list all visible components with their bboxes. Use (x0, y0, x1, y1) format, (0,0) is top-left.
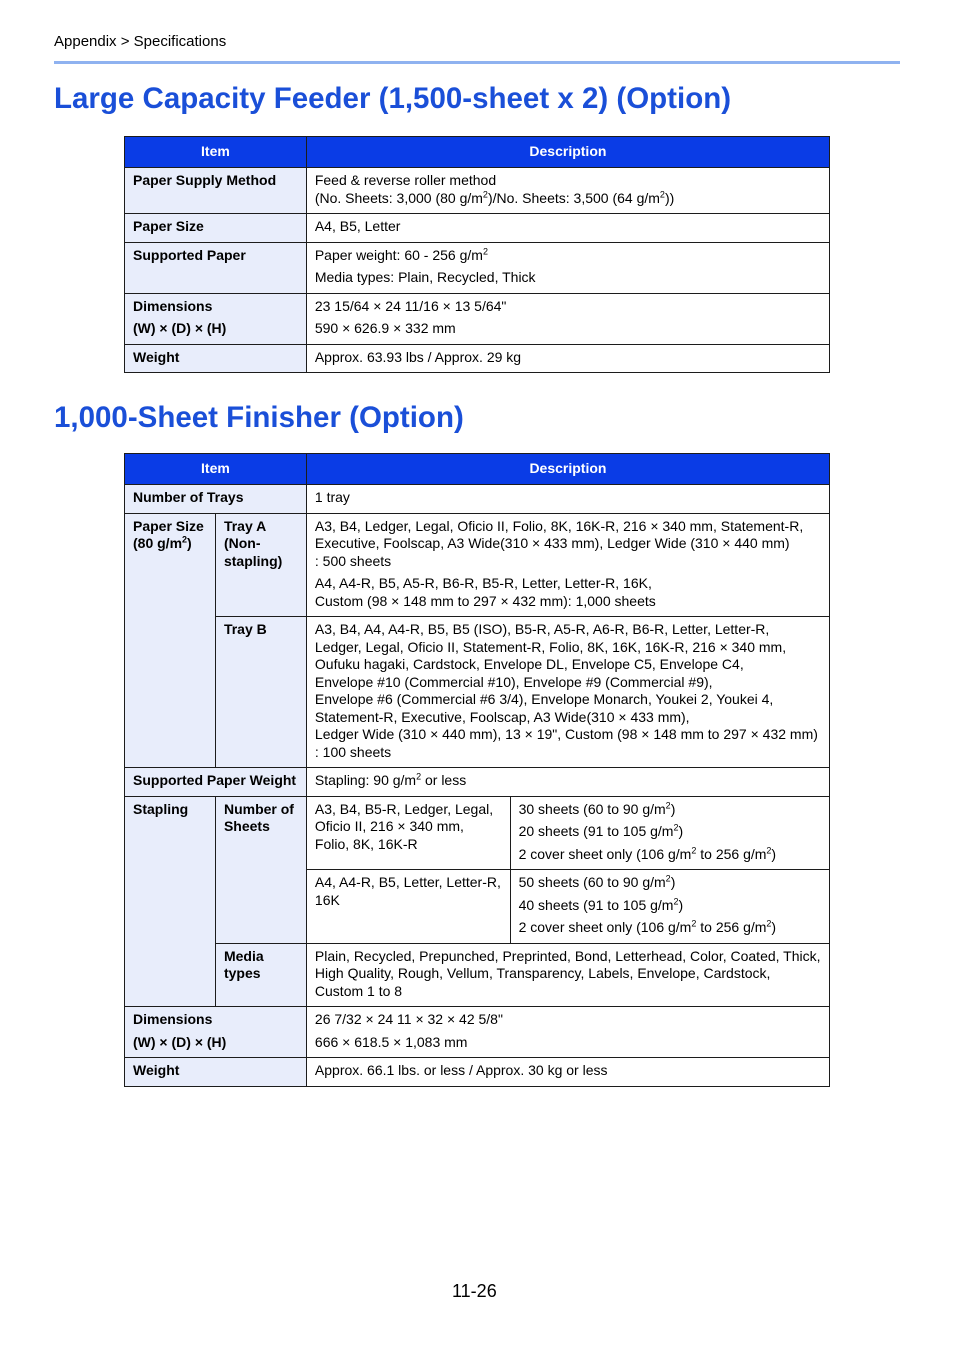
table-row (125, 168, 830, 214)
finisher-title: 1,000-Sheet Finisher (Option) (54, 401, 464, 434)
table-row (125, 1007, 830, 1058)
lcf-title: Large Capacity Feeder (1,500-sheet x 2) (Option) (54, 82, 732, 115)
table-header-row (125, 137, 830, 168)
table-header-row (125, 454, 830, 485)
paper-size-value: A4, B5, Letter (306, 214, 829, 243)
table-row (125, 617, 830, 768)
table-row (125, 242, 830, 293)
table-row (125, 1058, 830, 1087)
weight-value: Approx. 66.1 lbs. or less / Approx. 30 kg or less (306, 1058, 829, 1087)
media-types-value: Plain, Recycled, Prepunched, Preprinted, Bond, Letterhead, Color, Coated, Thick, High Quality, Rough, Vellum, Transparency, Labels, Envelope, Cardstock, Custom 1 to 8 (306, 943, 829, 1007)
stapling-label: Stapling (125, 796, 216, 1007)
supported-paper-weight-label: Supported Paper Weight (125, 768, 307, 797)
number-of-sheets-label: Number of Sheets (215, 796, 306, 943)
item-column-header: Item (125, 454, 307, 485)
description-column-header: Description (306, 454, 829, 485)
table-row (125, 768, 830, 797)
table-row (125, 344, 830, 373)
stapling-group2-sheets: 50 sheets (60 to 90 $g/m^2$) 40 sheets (91 to 105 $g/m^2$) 2 cover sheet only (106 $g/m^2$ to 256 $g/m^2$) (510, 870, 829, 944)
stapling-group1-sizes: A3, B4, B5-R, Ledger, Legal, Oficio II, 216 × 340 mm, Folio, 8K, 16K-R (306, 796, 510, 870)
table-row (125, 796, 830, 870)
paper-supply-method-label: Paper Supply Method (125, 168, 307, 214)
item-column-header: Item (125, 137, 307, 168)
tray-b-label: Tray B (215, 617, 306, 768)
weight-label: Weight (125, 1058, 307, 1087)
dimensions-value: 26 7/32 × 24 11 × 32 × 42 5/8" 666 × 618.5 × 1,083 mm (306, 1007, 829, 1058)
weight-value: Approx. 63.93 lbs / Approx. 29 kg (306, 344, 829, 373)
description-column-header: Description (306, 137, 829, 168)
lcf-spec-table (124, 136, 830, 373)
paper-supply-method-value: Feed & reverse roller method (No. Sheets: 3,000 (80 $g/m^2)/No$. Sheets: 3,500 (64 $g/m^2$)) (306, 168, 829, 214)
tray-b-value: A3, B4, A4, A4-R, B5, B5 (ISO), B5-R, A5-R, A6-R, B6-R, Letter, Letter-R, Ledger, Legal, Oficio II, Statement-R, Folio, 8K, 16K, 16K-R, 216 × 340 mm, Oufuku hagaki, Cardstock, Envelope DL, Envelope C5, Envelope C4, Envelope #10 (Commercial #10), Envelope #9 (Commercial #9), Envelope #6 (Commercial #6 3/4), Envelope Monarch, Youkei 2, Youkei 4, Statement-R, Executive, Foolscap, A3 Wide(310 × 433 mm), Ledger Wide (310 × 440 mm), 13 × 19", Custom (98 × 148 mm to 297 × 432 mm) : 100 sheets (306, 617, 829, 768)
table-row (125, 214, 830, 243)
page-number: 11-26 (452, 1281, 497, 1301)
header-rule (54, 61, 900, 64)
table-row (125, 293, 830, 344)
table-row (125, 513, 830, 617)
tray-a-value: A3, B4, Ledger, Legal, Oficio II, Folio, 8K, 16K-R, 216 × 340 mm, Statement-R, Executive, Foolscap, A3 Wide(310 × 433 mm), Ledger Wide (310 × 440 mm) : 500 sheets A4, A4-R, B5, A5-R, B6-R, B5-R, Letter, Letter-R, 16K, Custom (98 × 148 mm to 297 × 432 mm): 1,000 sheets (306, 513, 829, 617)
stapling-group1-sheets: 30 sheets (60 to 90 $g/m^2$) 20 sheets (91 to 105 $g/m^2$) 2 cover sheet only (106 $g/m^2$ to 256 $g/m^2$) (510, 796, 829, 870)
supported-paper-weight-value: Stapling: 90 $g/m^2$ or less (306, 768, 829, 797)
paper-size-label: Paper Size (125, 214, 307, 243)
number-of-trays-value: 1 tray (306, 485, 829, 514)
dimensions-value: 23 15/64 × 24 11/16 × 13 5/64" 590 × 626.9 × 332 mm (306, 293, 829, 344)
supported-paper-value: Paper weight: 60 - 256 $g/m^2$ Media types: Plain, Recycled, Thick (306, 242, 829, 293)
weight-label: Weight (125, 344, 307, 373)
breadcrumb: Appendix > Specifications (54, 33, 227, 50)
finisher-spec-table (124, 453, 830, 1087)
media-types-label: Media types (215, 943, 306, 1007)
paper-size-label: Paper Size (80 $g/m^2$) (125, 513, 216, 768)
supported-paper-label: Supported Paper (125, 242, 307, 293)
number-of-trays-label: Number of Trays (125, 485, 307, 514)
tray-a-label: Tray A (Non-stapling) (215, 513, 306, 617)
table-row (125, 485, 830, 514)
dimensions-label: Dimensions (W) × (D) × (H) (125, 293, 307, 344)
table-row (125, 943, 830, 1007)
stapling-group2-sizes: A4, A4-R, B5, Letter, Letter-R, 16K (306, 870, 510, 944)
dimensions-label: Dimensions (W) × (D) × (H) (125, 1007, 307, 1058)
